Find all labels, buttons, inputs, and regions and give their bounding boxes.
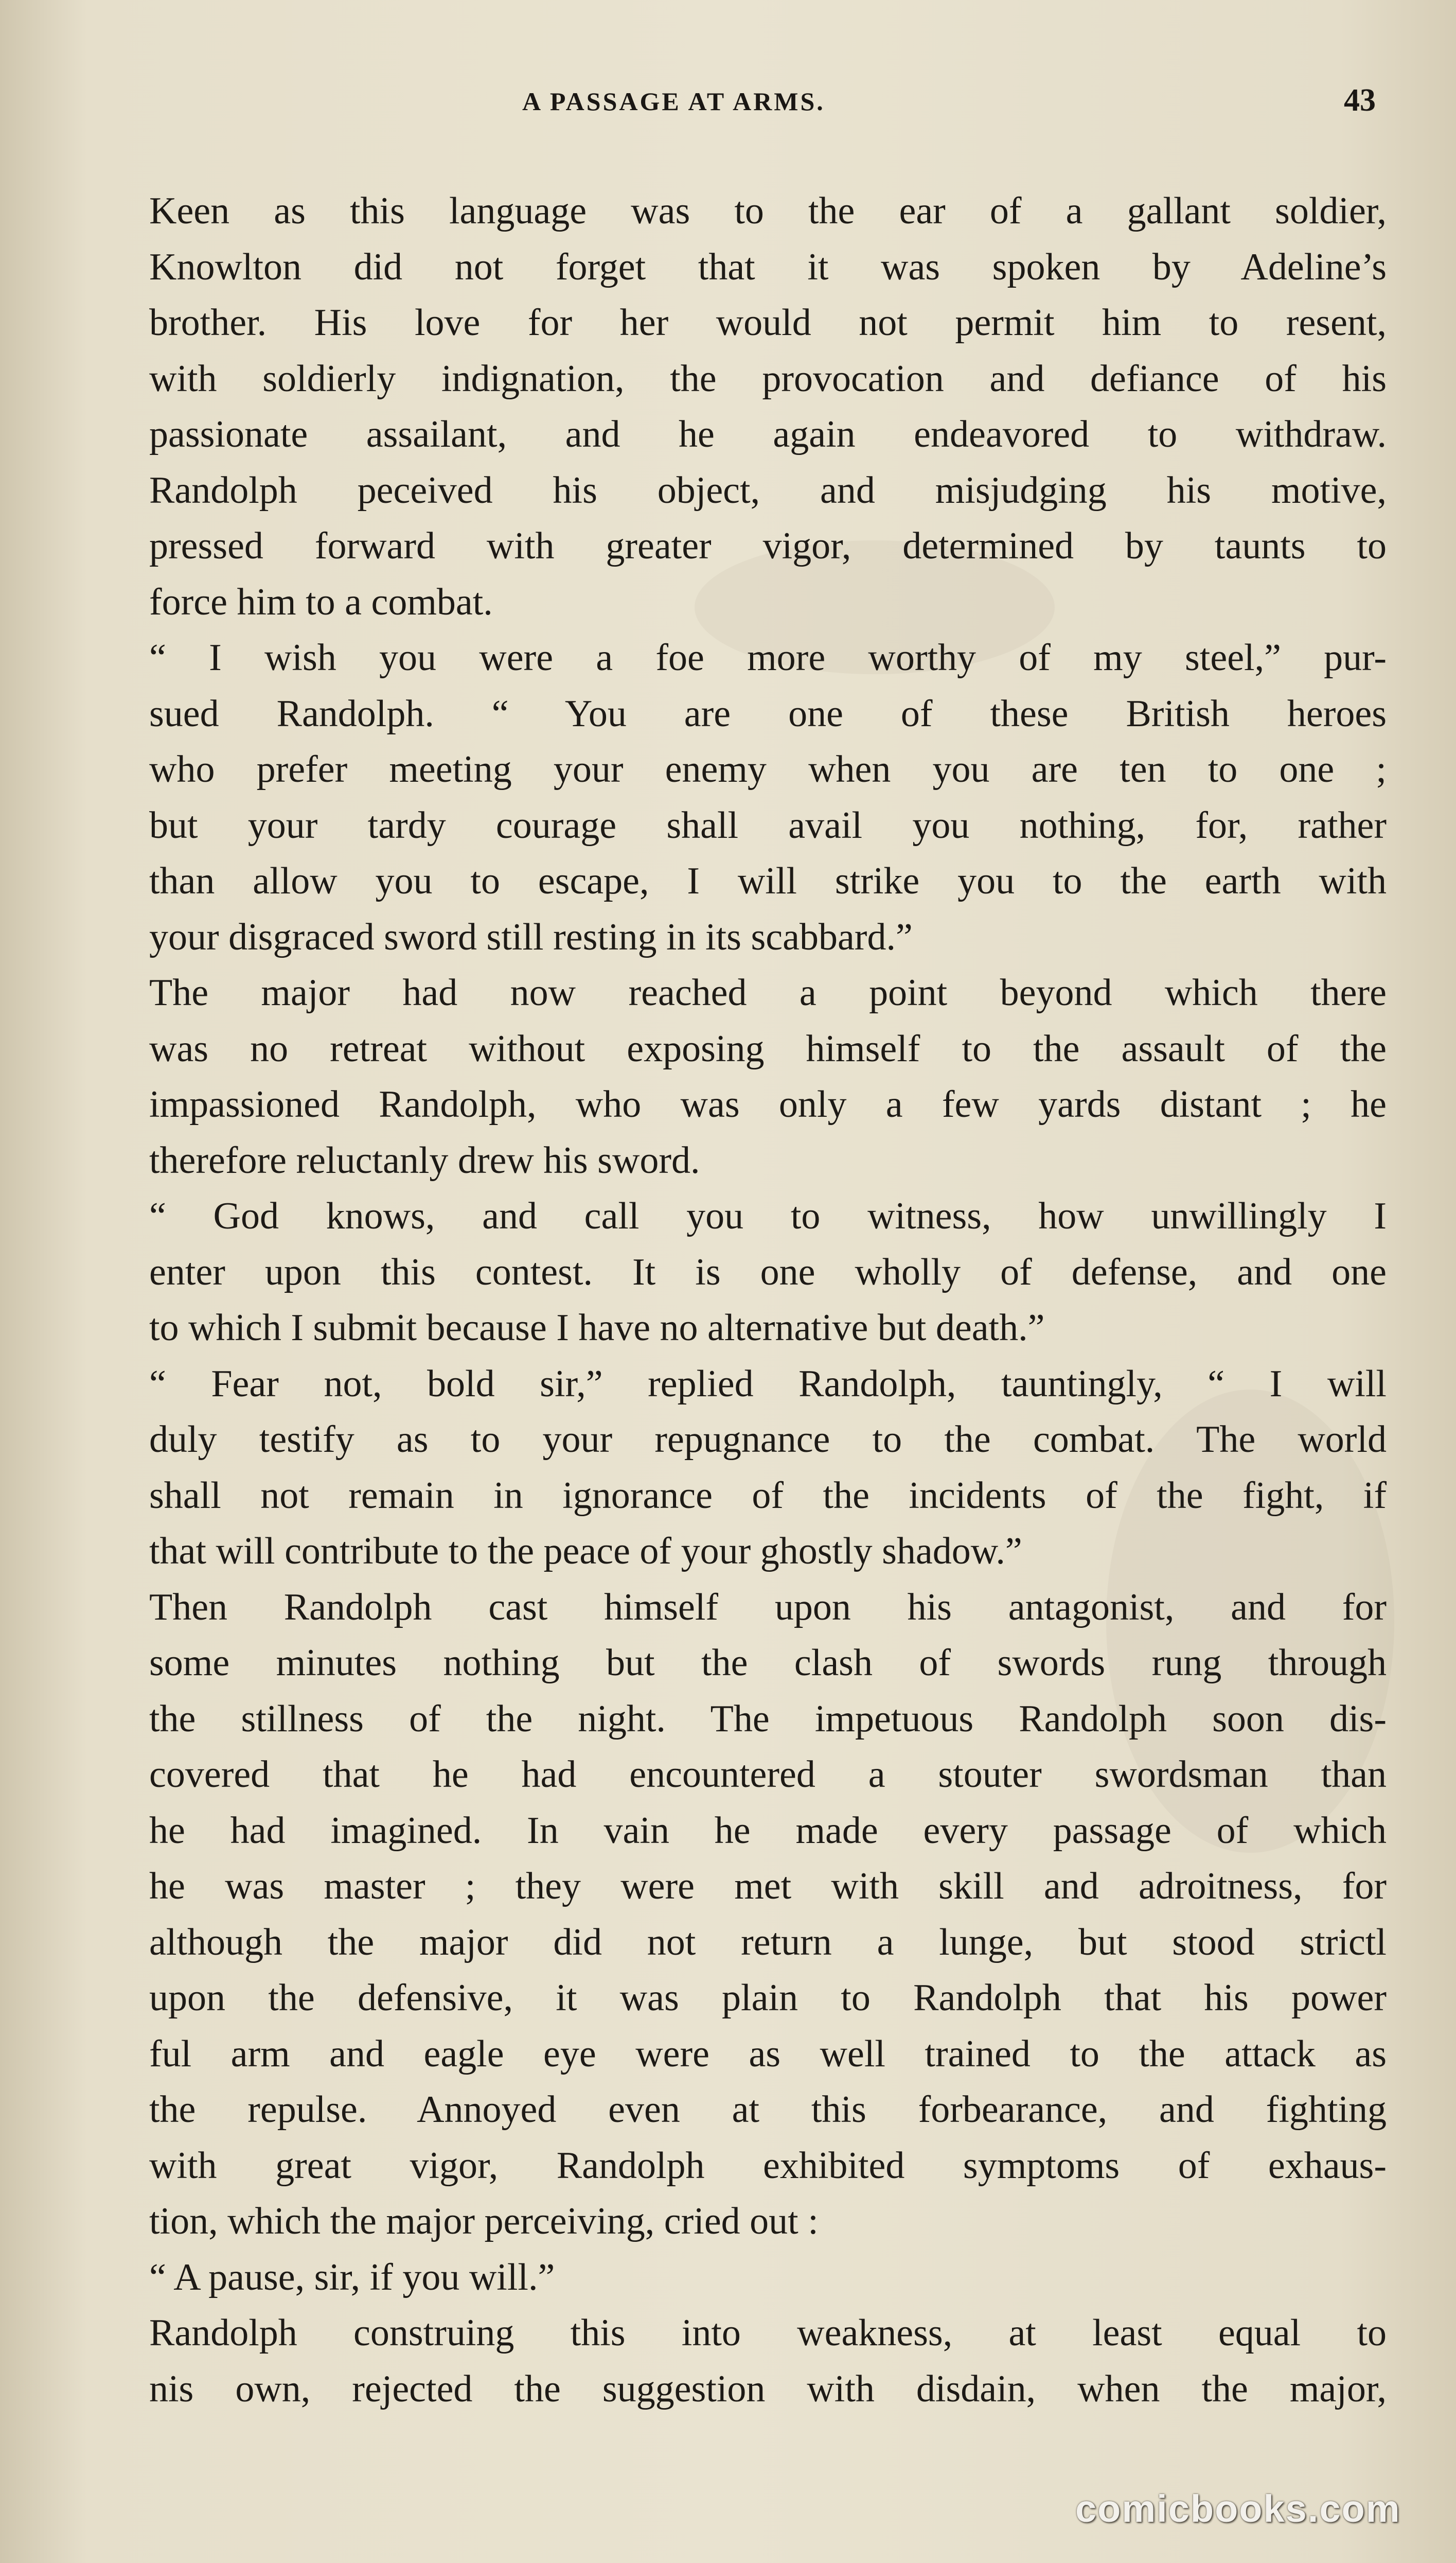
text-line: The major had now reached a point beyond which there: [149, 972, 1387, 1014]
text-line: passionate assailant, and he again endeavored to withdraw.: [149, 413, 1387, 455]
text-line: covered that he had encountered a stouter swordsman than: [149, 1753, 1387, 1796]
text-line: “ Fear not, bold sir,” replied Randolph, tauntingly, “ I will: [149, 1362, 1387, 1405]
text-line: to which I submit because I have no alternative but death.”: [149, 1307, 1045, 1349]
text-line: he had imagined. In vain he made every passage of which: [149, 1809, 1387, 1852]
text-line: Randolph construing this into weakness, at least equal to: [149, 2312, 1387, 2354]
text-line: that will contribute to the peace of your ghostly shadow.”: [149, 1530, 1022, 1572]
text-line: “ I wish you were a foe more worthy of my steel,” pur-: [149, 637, 1387, 679]
text-line: your disgraced sword still resting in its scabbard.”: [149, 916, 913, 958]
text-line: therefore reluctanly drew his sword.: [149, 1139, 700, 1182]
text-line: the stillness of the night. The impetuous Randolph soon dis-: [149, 1697, 1387, 1740]
text-line: Knowlton did not forget that it was spoken by Adeline’s: [149, 245, 1387, 288]
text-line: he was master ; they were met with skill and adroitness, for: [149, 1865, 1387, 1907]
text-line: nis own, rejected the suggestion with disdain, when the major,: [149, 2367, 1387, 2410]
text-line: than allow you to escape, I will strike you to the earth with: [149, 860, 1387, 902]
body-text: [149, 183, 1387, 2417]
text-line: tion, which the major perceiving, cried out :: [149, 2200, 819, 2242]
text-line: ful arm and eagle eye were as well trained to the attack as: [149, 2032, 1387, 2075]
text-line: shall not remain in ignorance of the incidents of the fight, if: [149, 1474, 1387, 1517]
watermark: comicbooks.com: [1075, 2487, 1401, 2530]
text-line: “ God knows, and call you to witness, how unwillingly I: [149, 1195, 1387, 1237]
text-line: but your tardy courage shall avail you nothing, for, rather: [149, 804, 1387, 847]
text-line: duly testify as to your repugnance to the combat. The world: [149, 1418, 1387, 1461]
text-line: pressed forward with greater vigor, determined by taunts to: [149, 525, 1387, 567]
text-line: with great vigor, Randolph exhibited symptoms of exhaus-: [149, 2144, 1387, 2187]
text-line: Then Randolph cast himself upon his antagonist, and for: [149, 1586, 1387, 1628]
text-line: upon the defensive, it was plain to Randolph that his power: [149, 1977, 1387, 2019]
text-line: although the major did not return a lunge, but stood strictl: [149, 1921, 1387, 1963]
text-line: brother. His love for her would not permit him to resent,: [149, 302, 1387, 344]
text-line: force him to a combat.: [149, 581, 493, 623]
text-line: with soldierly indignation, the provocation and defiance of his: [149, 357, 1387, 400]
text-line: enter upon this contest. It is one wholly of defense, and one: [149, 1251, 1387, 1293]
page-number: 43: [1344, 83, 1376, 118]
text-line: was no retreat without exposing himself to the assault of the: [149, 1027, 1387, 1070]
text-line: “ A pause, sir, if you will.”: [149, 2256, 555, 2298]
text-line: impassioned Randolph, who was only a few yards distant ; he: [149, 1083, 1387, 1126]
text-line: Keen as this language was to the ear of a gallant soldier,: [149, 190, 1387, 232]
text-line: Randolph peceived his object, and misjudging his motive,: [149, 469, 1387, 512]
running-head: A PASSAGE AT ARMS.: [522, 87, 825, 116]
text-line: sued Randolph. “ You are one of these British heroes: [149, 692, 1387, 735]
text-line: the repulse. Annoyed even at this forbearance, and fighting: [149, 2088, 1387, 2131]
text-line: some minutes nothing but the clash of swords rung through: [149, 1642, 1387, 1684]
text-line: who prefer meeting your enemy when you are ten to one ;: [149, 748, 1387, 791]
